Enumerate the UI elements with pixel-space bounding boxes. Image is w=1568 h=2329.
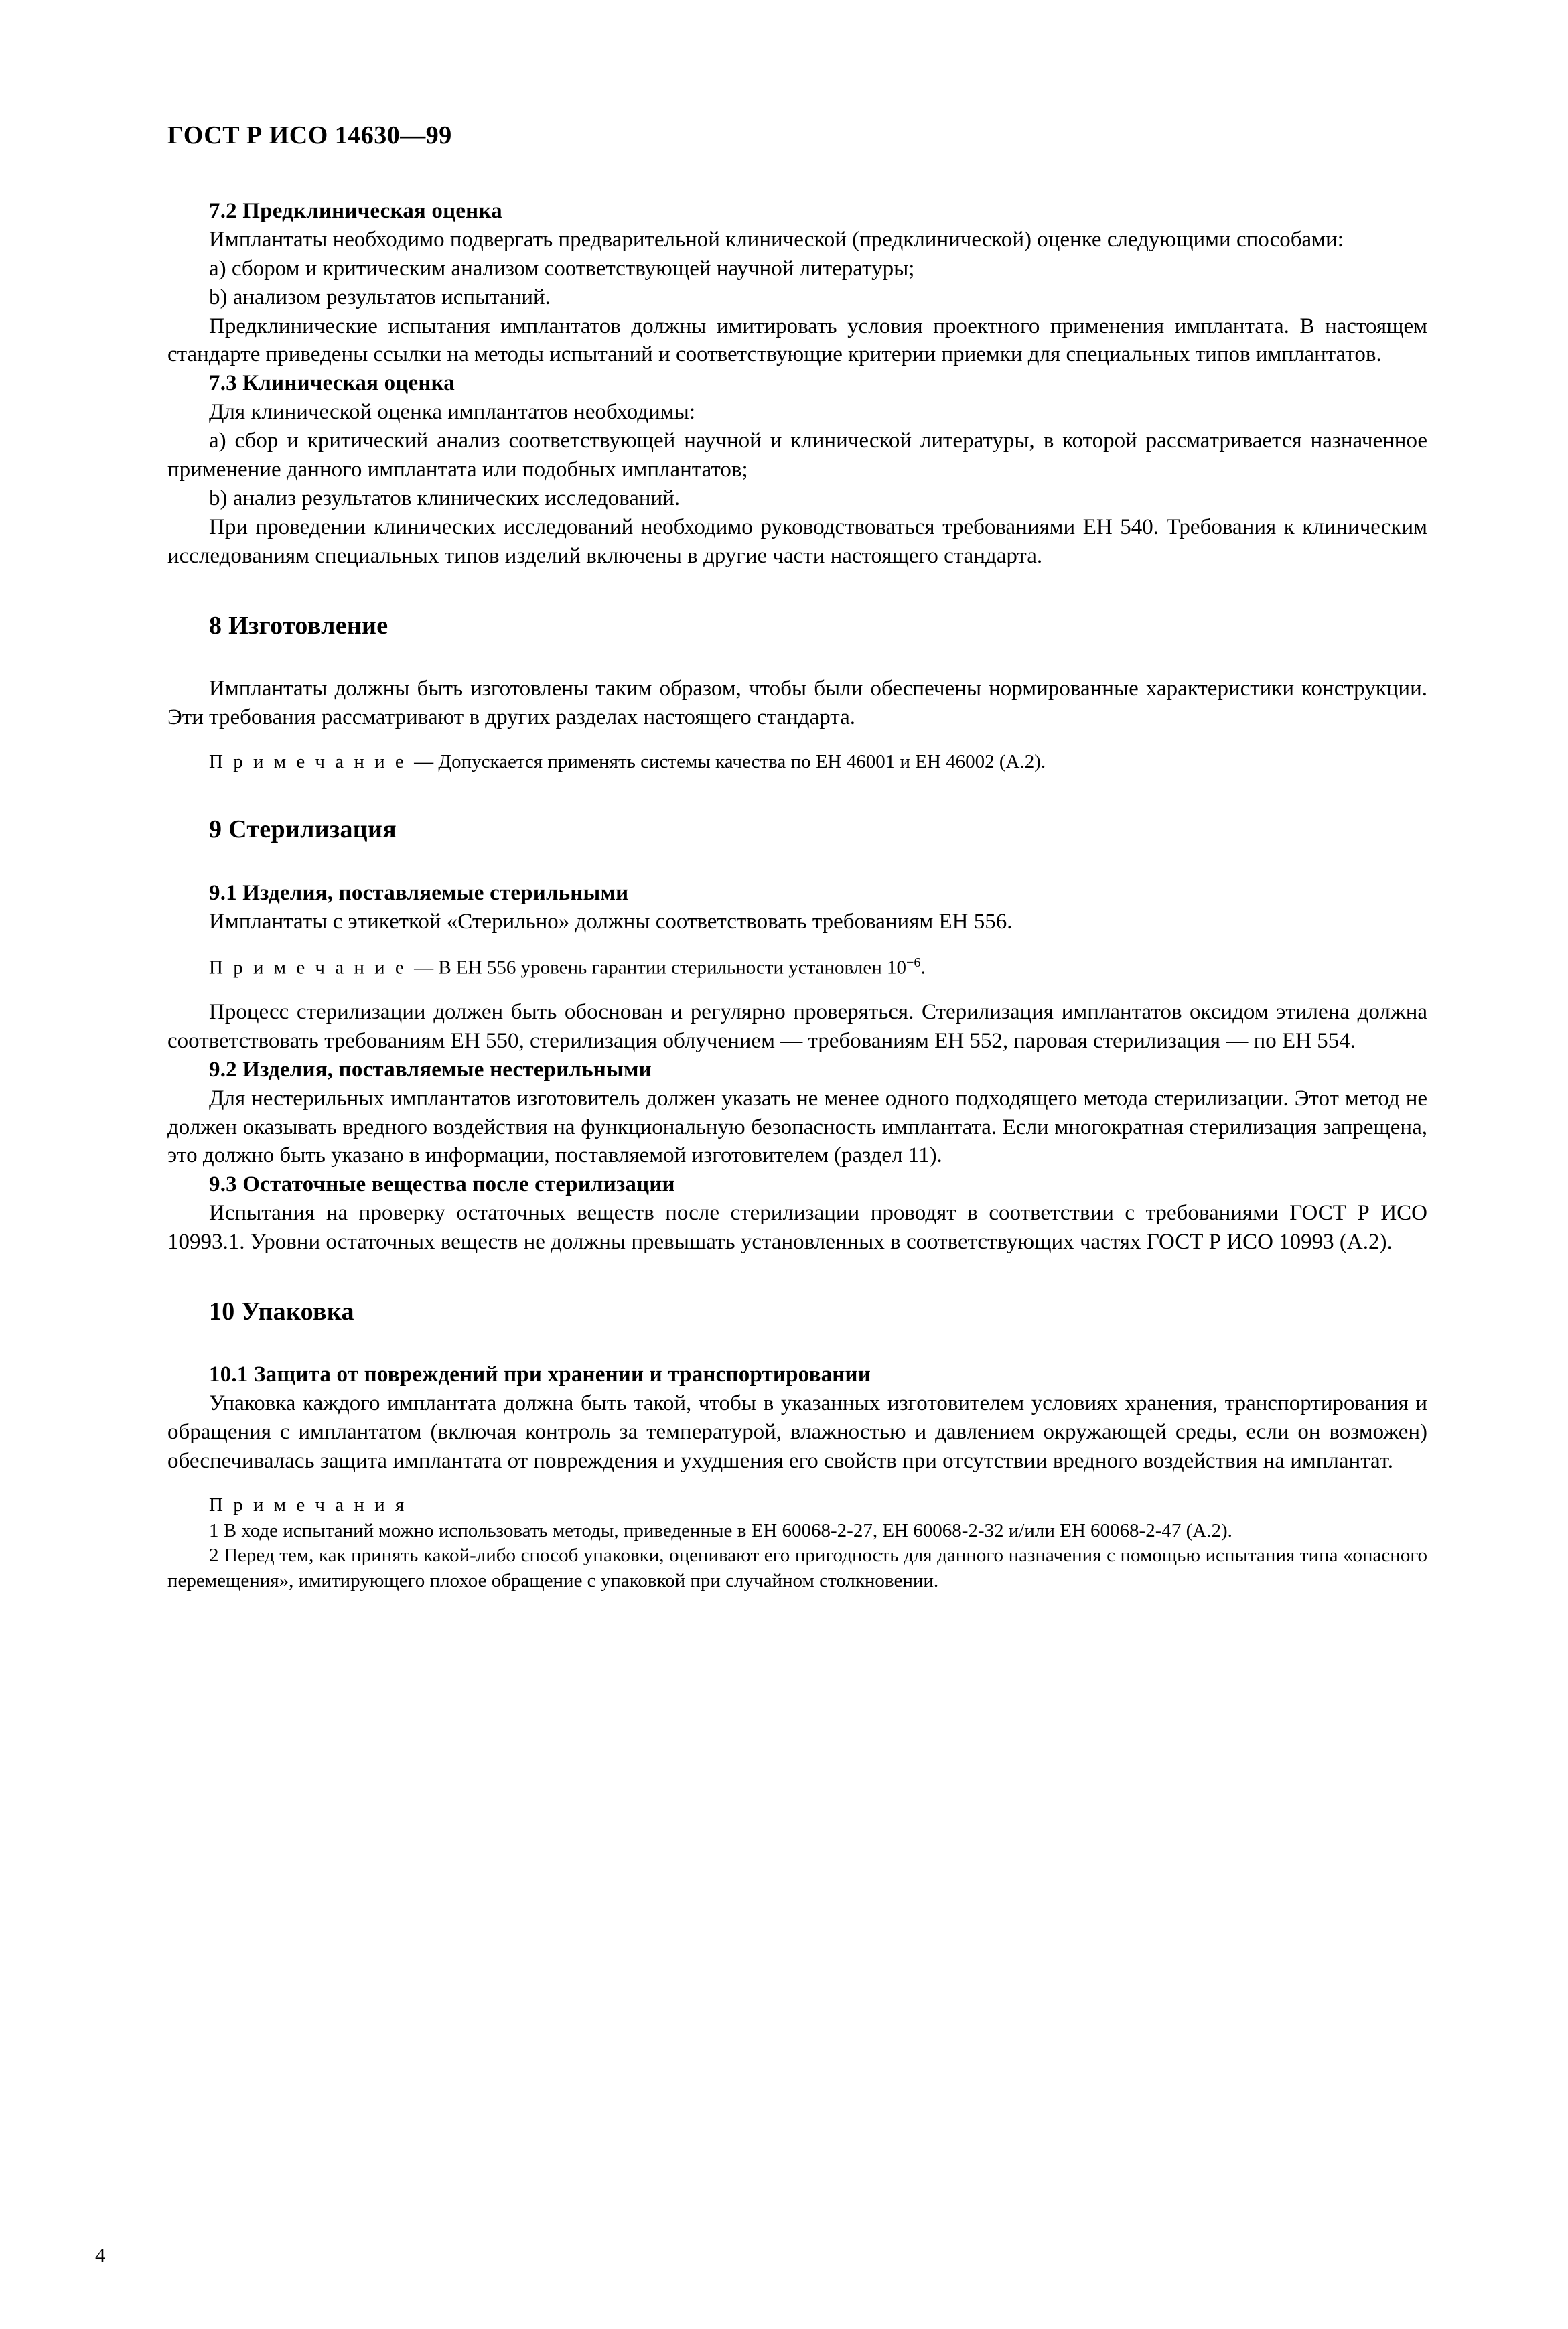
heading-10-1: 10.1 Защита от повреждений при хранении и транспортировании [209,1362,871,1387]
paragraph-7-2-body: Предклинические испытания имплантатов должны имитировать условия проектного применения имплантата. В настоящем стандарте приведены ссылки на методы испытаний и соответствующие критерии приемки для специальных типов имплантатов. [167,313,1427,367]
paragraph-7-2-intro: Имплантаты необходимо подвергать предварительной клинической (предклинической) оценке следующими способами: [209,227,1344,252]
heading-7-3: 7.3 Клиническая оценка [209,371,455,396]
note-section-8 [167,750,1427,775]
notes-label: П р и м е ч а н и я [209,1494,407,1516]
page-number: 4 [95,2243,106,2267]
note-text-post: . [920,957,926,979]
paragraph-9-3-body: Испытания на проверку остаточных веществ после стерилизации проводят в соответствии с требованиями ГОСТ Р ИСО 10993.1. Уровни остаточных веществ не должны превышать установленных в соответствующих частях ГОСТ Р ИСО 10993 (А.2). [167,1201,1427,1255]
note-1: 1 В ходе испытаний можно использовать методы, приведенные в ЕН 60068-2-27, ЕН 60068-2-32 и/или ЕН 60068-2-47 (А.2). [209,1519,1232,1541]
note-superscript: −6 [906,955,921,970]
heading-9-3: 9.3 Остаточные вещества после стерилизации [209,1172,675,1197]
list-item-7-3-a: a) сбор и критический анализ соответствующей научной и клинической литературы, в которой рассматривается назначенное применение данного имплантата или подобных имплантатов; [167,429,1427,482]
list-item-7-2-b: b) анализом результатов испытаний. [209,285,551,309]
paragraph-10-1-body: Упаковка каждого имплантата должна быть такой, чтобы в указанных изготовителем условиях хранения, транспортирования и обращения с имплантатом (включая контроль за температурой, влажностью и давлением окружающей среды, если он возможен) обеспечивалась защита имплантата от повреждения и ухудшения его свойств при отсутствии вредного воздействия на имплантат. [167,1391,1427,1474]
note-text-pre: — В ЕН 556 уровень гарантии стерильности установлен 10 [414,957,906,979]
note-section-9-1 [167,954,1427,981]
paragraph-7-3-body: При проведении клинических исследований необходимо руководствоваться требованиями ЕН 540. Требования к клиническим исследованиям специальных типов изделий включены в другие части настоящего стандарта. [167,514,1427,568]
paragraph-8-body: Имплантаты должны быть изготовлены таким образом, чтобы были обеспечены нормированные характеристики конструкции. Эти требования рассматривают в других разделах настоящего стандарта. [167,676,1427,729]
heading-9-2: 9.2 Изделия, поставляемые нестерильными [209,1057,652,1082]
list-item-7-2-a: a) сбором и критическим анализом соответствующей научной литературы; [209,256,915,281]
paragraph-9-1-body: Имплантаты с этикеткой «Стерильно» должны соответствовать требованиям ЕН 556. [209,909,1013,934]
page-header: ГОСТ Р ИСО 14630—99 [167,121,452,149]
heading-9-1: 9.1 Изделия, поставляемые стерильными [209,880,629,905]
note-2: 2 Перед тем, как принять какой-либо способ упаковки, оценивают его пригодность для данного назначения с помощью испытания типа «опасного перемещения», имитирующего плохое обращение с упаковкой при случайном столкновении. [167,1545,1427,1592]
paragraph-9-1-extra: Процесс стерилизации должен быть обоснован и регулярно проверяться. Стерилизация имплантатов оксидом этилена должна соответствовать требованиям ЕН 550, стерилизация облучением — требованиям ЕН 552, паровая стерилизация — по ЕН 554. [167,999,1427,1053]
heading-section-10: 10 Упаковка [209,1297,354,1326]
document-body [167,197,1427,1594]
paragraph-7-3-intro: Для клинической оценка имплантатов необходимы: [209,400,695,425]
heading-section-8: 8 Изготовление [209,611,388,640]
heading-7-2: 7.2 Предклиническая оценка [209,199,502,223]
paragraph-9-2-body: Для нестерильных имплантатов изготовитель должен указать не менее одного подходящего метода стерилизации. Этот метод не должен оказывать вредного воздействия на функциональную безопасность имплантата. Если многократная стерилизация запрещена, это должно быть указано в информации, поставляемой изготовителем (раздел 11). [167,1086,1427,1168]
notes-block-10-1 [167,1493,1427,1594]
note-text: — Допускается применять системы качества по ЕН 46001 и ЕН 46002 (А.2). [414,750,1046,772]
note-label: П р и м е ч а н и е [209,957,415,979]
note-label: П р и м е ч а н и е [209,750,415,772]
heading-section-9: 9 Стерилизация [209,815,397,844]
list-item-7-3-b: b) анализ результатов клинических исследований. [209,486,681,510]
